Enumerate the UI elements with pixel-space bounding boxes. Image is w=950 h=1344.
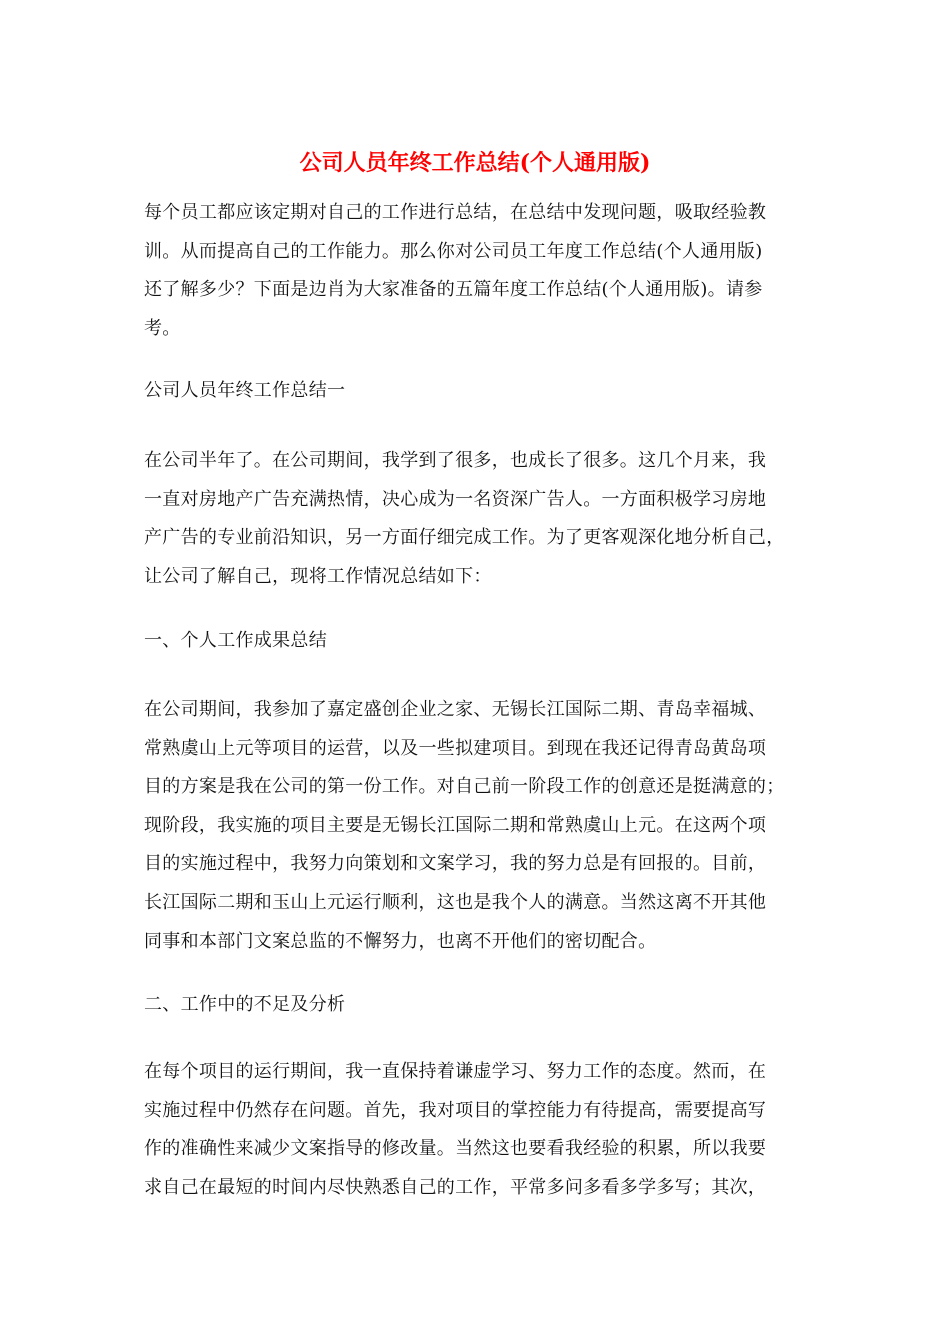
text-line: 长江国际二期和玉山上元运行顺利，这也是我个人的满意。当然这离不开其他 bbox=[144, 891, 767, 913]
paragraph-3 bbox=[144, 1053, 806, 1207]
text-line: 让公司了解自己，现将工作情况总结如下： bbox=[144, 565, 492, 587]
text-line: 在公司期间，我参加了嘉定盛创企业之家、无锡长江国际二期、青岛幸福城、 bbox=[144, 699, 767, 720]
text-line: 在每个项目的运行期间，我一直保持着谦虚学习、努力工作的态度。然而，在 bbox=[144, 1061, 767, 1082]
section-heading-2 bbox=[144, 622, 806, 661]
text-line: 每个员工都应该定期对自己的工作进行总结，在总结中发现问题，吸取经验教 bbox=[144, 202, 767, 223]
text-line: 还了解多少？下面是边肖为大家准备的五篇年度工作总结(个人通用版)。请参 bbox=[144, 279, 763, 301]
text-line: 训。从而提高自己的工作能力。那么你对公司员工年度工作总结(个人通用版) bbox=[144, 240, 763, 262]
text-line: 考。 bbox=[144, 317, 181, 339]
text-line: 现阶段，我实施的项目主要是无锡长江国际二期和常熟虞山上元。在这两个项 bbox=[144, 814, 767, 836]
text-line: 常熟虞山上元等项目的运营，以及一些拟建项目。到现在我还记得青岛黄岛项 bbox=[144, 737, 767, 759]
section-heading-1 bbox=[144, 372, 806, 411]
text-line: 二、工作中的不足及分析 bbox=[144, 994, 346, 1015]
text-line: 作的准确性来减少文案指导的修改量。当然这也要看我经验的积累，所以我要 bbox=[144, 1138, 767, 1160]
paragraph-1 bbox=[144, 442, 806, 596]
text-line: 一、个人工作成果总结 bbox=[144, 630, 327, 651]
text-line: 求自己在最短的时间内尽快熟悉自己的工作，平常多问多看多学多写；其次， bbox=[144, 1176, 767, 1198]
text-line: 一直对房地产广告充满热情，决心成为一名资深广告人。一方面积极学习房地 bbox=[144, 488, 767, 510]
paragraph-2 bbox=[144, 691, 806, 961]
section-heading-3 bbox=[144, 986, 806, 1025]
text-line: 产广告的专业前沿知识，另一方面仔细完成工作。为了更客观深化地分析自己， bbox=[144, 527, 785, 549]
text-line: 在公司半年了。在公司期间，我学到了很多，也成长了很多。这几个月来，我 bbox=[144, 450, 767, 471]
text-line: 实施过程中仍然存在问题。首先，我对项目的掌控能力有待提高，需要提高写 bbox=[144, 1099, 767, 1121]
text-line: 目的实施过程中，我努力向策划和文案学习，我的努力总是有回报的。目前， bbox=[144, 853, 767, 875]
document-title: 公司人员年终工作总结(个人通用版) bbox=[299, 150, 651, 176]
text-line: 目的方案是我在公司的第一份工作。对自己前一阶段工作的创意还是挺满意的； bbox=[144, 776, 785, 798]
intro-paragraph bbox=[144, 194, 806, 348]
text-line: 同事和本部门文案总监的不懈努力，也离不开他们的密切配合。 bbox=[144, 930, 657, 952]
text-line: 公司人员年终工作总结一 bbox=[144, 380, 346, 401]
